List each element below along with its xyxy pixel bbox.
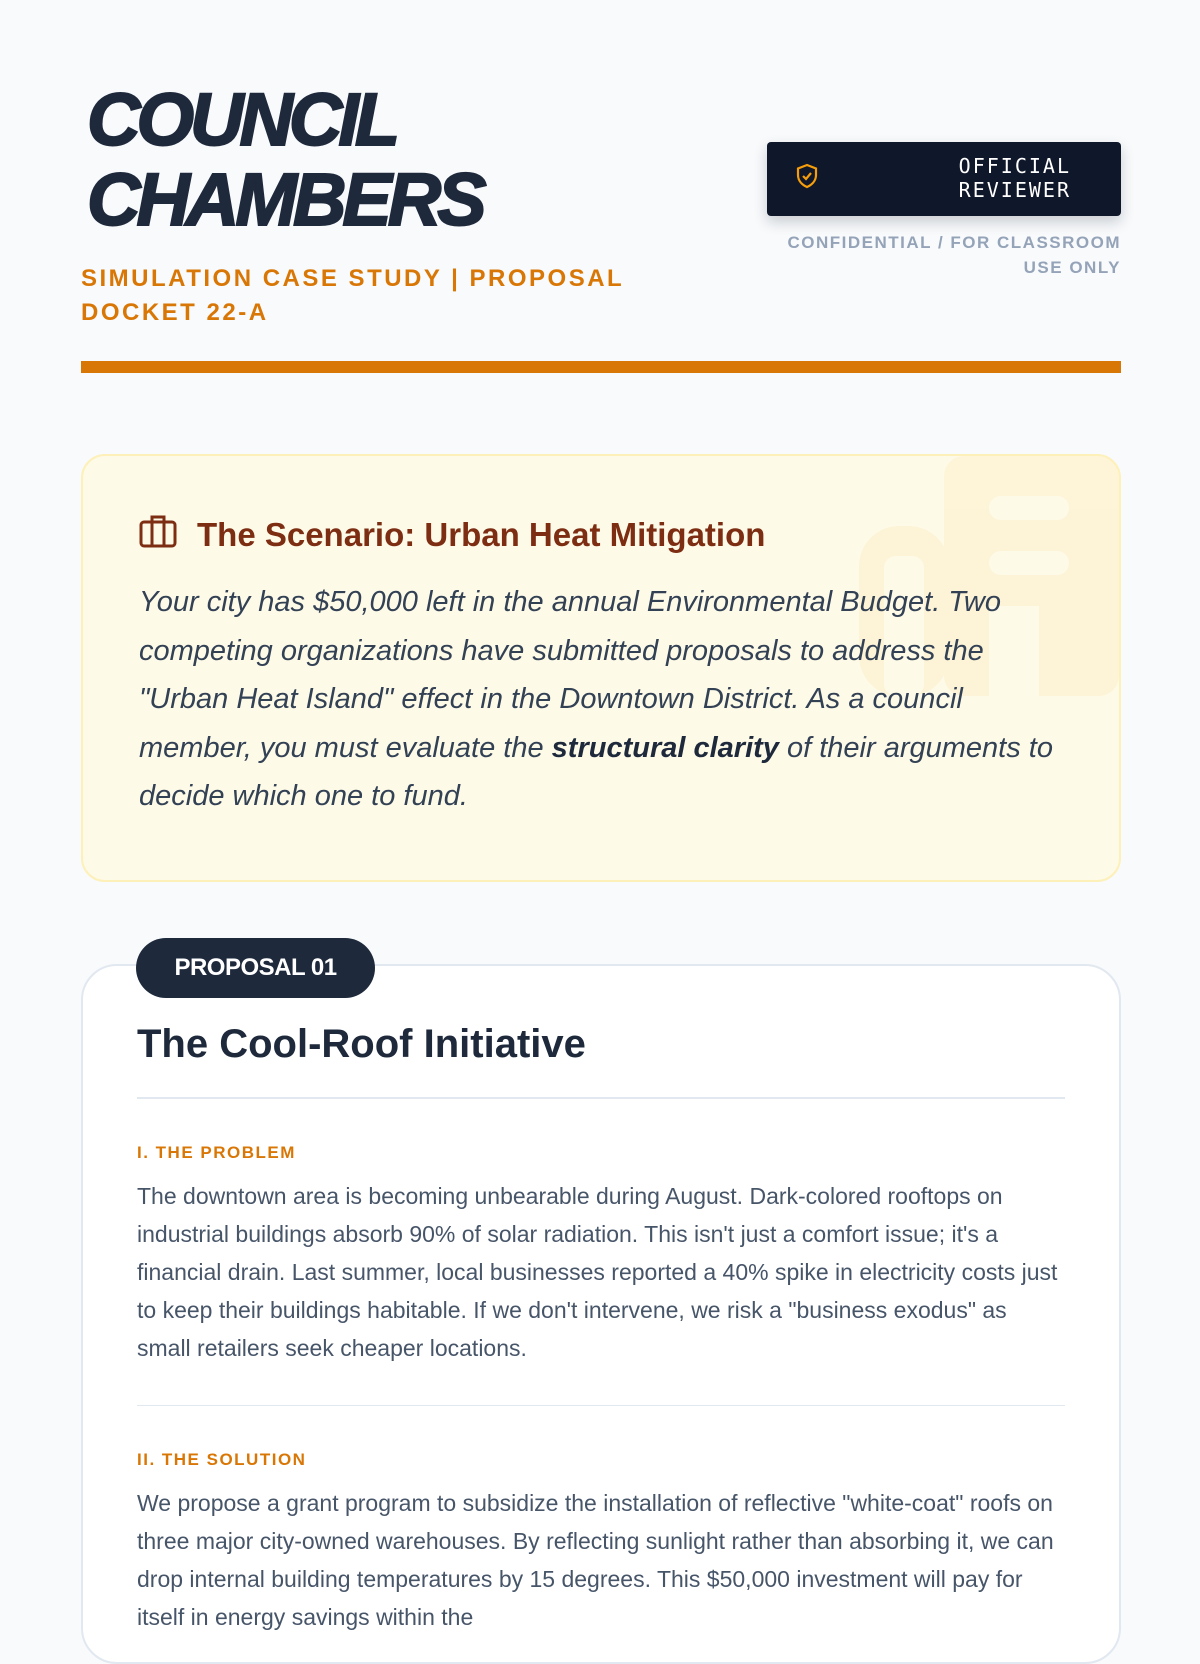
section-heading: I. THE PROBLEM — [137, 1143, 296, 1162]
scenario-text-part: of their arguments to decide which one to fund. — [139, 731, 1053, 812]
title-line-1: COUNCIL — [87, 78, 397, 161]
section-text: We propose a grant program to subsidize the installation of reflective "white-coat" roofs on three major city-owned warehouses. By reflecting sunlight rather than absorbing it, we can drop internal building temperatures by 15 degrees. This $50,000 investment will pay for itself in energy savings within the — [137, 1490, 1054, 1630]
shield-check-icon — [795, 163, 819, 194]
proposal-card — [81, 964, 1121, 1664]
proposal-badge: PROPOSAL 01 — [136, 938, 375, 998]
proposal-title: The Cool-Roof Initiative — [137, 1022, 1065, 1099]
official-reviewer-badge — [767, 142, 1121, 216]
section-text: The downtown area is becoming unbearable during August. Dark-colored rooftops on industrial buildings absorb 90% of solar radiation. This isn't just a comfort issue; it's a financial drain. Last summer, local businesses reported a 40% spike in electricity costs just to keep their buildings habitable. If we don't intervene, we risk a "business exodus" as small retailers seek cheaper locations. — [137, 1183, 1058, 1361]
confidential-note: CONFIDENTIAL / FOR CLASSROOM USE ONLY — [787, 233, 1121, 277]
scenario-emphasis: structural clarity — [551, 731, 779, 764]
reviewer-area — [767, 142, 1121, 280]
title-line-2: CHAMBERS — [87, 158, 483, 241]
scenario-text-part: Your city has $50,000 left in the annual Environmental Budget. Two competing organizations have submitted proposals to address the "Urban Heat Island" effect in the Downtown District. As a council member, you must evaluate the — [139, 586, 1001, 764]
page-subtitle: SIMULATION CASE STUDY | PROPOSAL DOCKET 22-A — [81, 265, 624, 326]
scenario-title: The Scenario: Urban Heat Mitigation — [197, 516, 766, 553]
scenario-panel — [81, 454, 1121, 882]
accent-divider — [81, 361, 1121, 373]
scenario-text — [139, 578, 1063, 821]
badge-label: OFFICIAL REVIEWER — [958, 154, 1071, 202]
page-header — [81, 80, 1121, 330]
section-divider — [137, 1405, 1065, 1406]
briefcase-icon — [139, 514, 177, 556]
scenario-heading — [139, 514, 1063, 556]
section-heading: II. THE SOLUTION — [137, 1450, 307, 1469]
